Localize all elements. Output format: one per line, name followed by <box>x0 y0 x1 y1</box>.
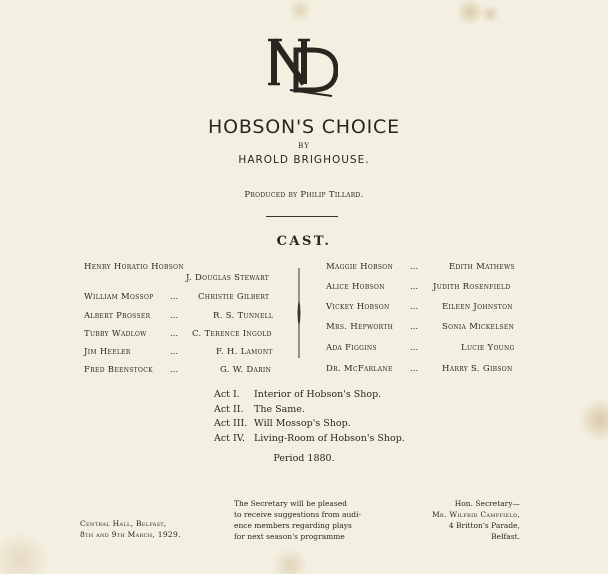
dot-leader: ... <box>170 347 179 357</box>
cast-role: Fred Beenstock <box>84 365 153 375</box>
ornamental-divider <box>296 268 302 358</box>
dot-leader: ... <box>170 329 179 339</box>
cast-actor: Eileen Johnston <box>442 302 513 312</box>
author-name: HAROLD BRIGHOUSE. <box>238 154 370 166</box>
dot-leader: ... <box>410 262 419 272</box>
cast-role: Tubby Wadlow <box>84 329 147 339</box>
cast-heading: CAST. <box>276 234 332 249</box>
hon-line: Belfast. <box>491 532 520 541</box>
act-number: Act IV. <box>214 432 245 444</box>
act-scene: Interior of Hobson's Shop. <box>254 389 382 400</box>
acts-list <box>214 388 405 446</box>
venue-block <box>80 518 181 540</box>
venue-line: 8th and 9th March, 1929. <box>80 530 181 539</box>
note-line: The Secretary will be pleased <box>234 499 347 508</box>
cast-role: Vickey Hobson <box>326 302 390 312</box>
cast-actor: Edith Mathews <box>449 262 515 272</box>
dot-leader: ... <box>410 364 419 374</box>
cast-role: Dr. McFarlane <box>326 364 393 374</box>
cast-actor: Sonia Mickelsen <box>442 322 515 332</box>
by-label: BY <box>298 142 310 150</box>
cast-role: Maggie Hobson <box>326 262 393 272</box>
cast-actor: Christie Gilbert <box>198 292 270 302</box>
act-number: Act III. <box>214 418 248 429</box>
dot-leader: ... <box>170 292 179 302</box>
nd-monogram-icon <box>266 32 338 98</box>
hon-secretary-block <box>412 498 520 542</box>
secretary-note <box>234 498 361 542</box>
note-line: to receive suggestions from audi- <box>234 510 362 519</box>
dot-leader: ... <box>410 282 419 292</box>
act-scene: Will Mossop's Shop. <box>254 418 351 429</box>
cast-role: Mrs. Hepworth <box>326 322 394 332</box>
producer-line: Produced by Philip Tillard. <box>244 190 364 200</box>
note-line: ence members regarding plays <box>234 521 352 530</box>
dot-leader: ... <box>410 302 419 312</box>
act-scene: The Same. <box>254 403 305 415</box>
cast-role: Henry Horatio Hobson <box>84 262 184 272</box>
act-line <box>214 403 405 418</box>
act-number: Act II. <box>214 403 244 415</box>
period-line: Period 1880. <box>273 453 335 464</box>
cast-actor: Harry S. Gibson <box>442 364 513 374</box>
cast-actor: J. Douglas Stewart <box>186 273 270 283</box>
cast-actor: G. W. Darin <box>220 365 272 375</box>
hon-line: Mr. Wilfrid Campfield, <box>431 510 520 519</box>
cast-role: William Mossop <box>84 292 154 302</box>
act-number: Act I. <box>214 389 240 400</box>
cast-role: Ada Figgins <box>326 343 377 353</box>
hon-line: Hon. Secretary— <box>454 499 520 508</box>
play-title: HOBSON'S CHOICE <box>208 116 400 138</box>
act-line <box>214 432 405 447</box>
divider-rule <box>266 216 338 217</box>
act-line <box>214 388 405 403</box>
act-line <box>214 417 405 432</box>
dot-leader: ... <box>170 311 179 321</box>
note-line: for next season's programme <box>234 532 345 541</box>
dot-leader: ... <box>170 365 179 375</box>
cast-actor: Judith Rosenfield <box>433 282 511 292</box>
cast-actor: C. Terence Ingold <box>192 329 272 339</box>
hon-line: 4 Britton's Parade, <box>448 521 520 530</box>
cast-role: Alice Hobson <box>326 282 385 292</box>
act-scene: Living-Room of Hobson's Shop. <box>254 432 405 444</box>
venue-line: Central Hall, Belfast, <box>80 519 167 528</box>
dot-leader: ... <box>410 322 419 332</box>
cast-role: Jim Heeler <box>84 347 131 357</box>
dot-leader: ... <box>410 343 419 353</box>
cast-actor: R. S. Tunnell <box>213 311 274 321</box>
cast-actor: Lucie Young <box>461 343 515 353</box>
cast-actor: F. H. Lamont <box>216 347 273 357</box>
cast-role: Albert Prosser <box>84 311 151 321</box>
